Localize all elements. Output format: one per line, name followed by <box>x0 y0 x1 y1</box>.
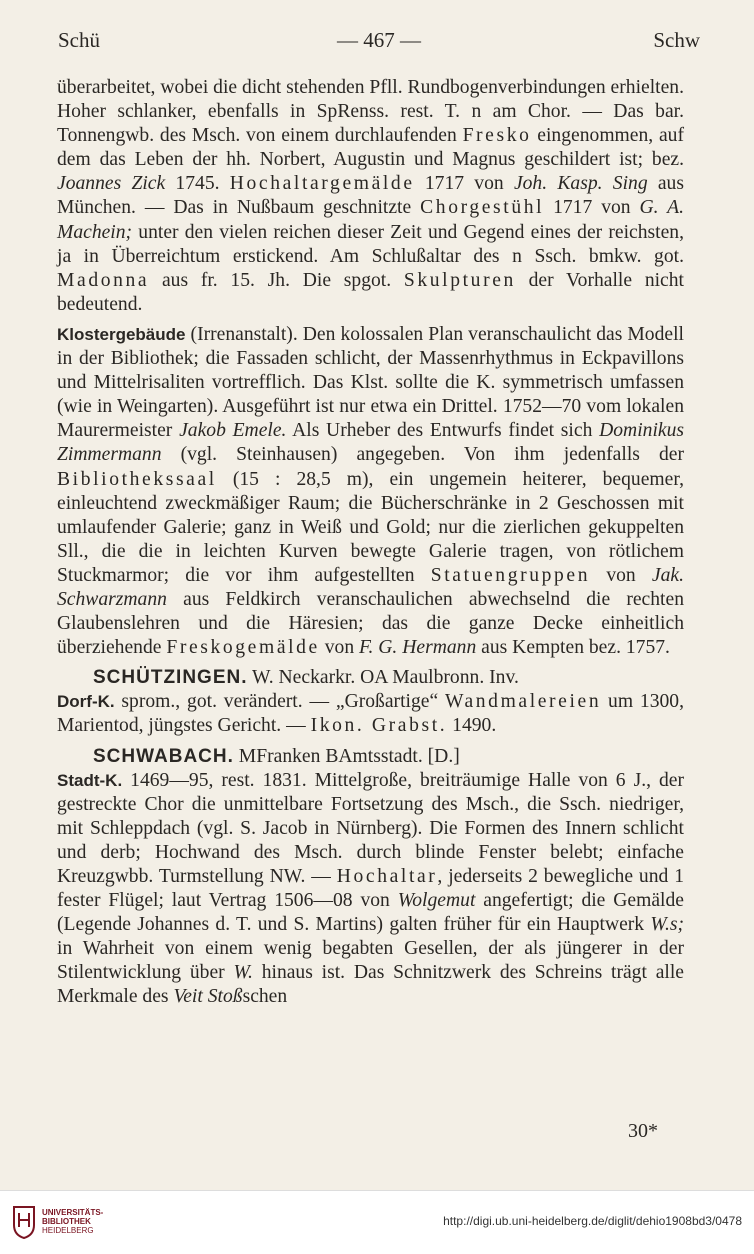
paragraph-1: überarbeitet, wobei die dicht stehenden Pfll. Rundbogenverbindungen erhielten. Hoher schlanker, ebenfalls in SpRenss. rest. T. n am Chor. — Das bar. Tonnengwb. des Msch. von einem durchlaufenden Fresko eingenommen, auf dem das Leben der hh. Norbert, Augustin und Magnus geschildert ist; bez. Joannes Zick 1745. Hochaltargemälde 1717 von Joh. Kasp. Sing aus München. — Das in Nußbaum geschnitzte Chorgestühl 1717 von G. A. Machein; unter den vielen reichen dieser Zeit und Gegend eines der reichsten, ja in Überreichtum erstickend. Am Schlußaltar des n Ssch. bmkw. got. Madonna aus fr. 15. Jh. Die spgot. Skulpturen der Vorhalle nicht bedeutend. <box>57 77 684 315</box>
place-title: SCHWABACH. <box>93 745 234 767</box>
page-number: — 467 — <box>337 28 421 52</box>
printer-signature: 30* <box>628 1120 658 1142</box>
page-header <box>58 28 700 58</box>
entry-head: Dorf-K. <box>57 692 115 712</box>
library-logo-icon <box>10 1205 38 1239</box>
paragraph-4: Stadt-K. 1469—95, rest. 1831. Mittelgroße, breiträumige Halle von 6 J., der gestreckte Chor die unmittelbare Fortsetzung des Msch., die Ssch. niedriger, mit Schleppdach (vgl. S. Jacob in Nürnberg). Die Formen des Innern schlicht und derb; Hochwand des Msch. durch blinde Fenster belebt; einfache Kreuzgwbb. Turmstellung NW. — Hochaltar, jederseits 2 bewegliche und 1 fester Flügel; laut Vertrag 1506—08 von Wolgemut angefertigt; die Gemälde (Legende Johannes d. T. und S. Martins) galten früher für ein Hauptwerk W.s; in Wahrheit von einem wenig begabten Gesellen, der als jüngerer in der Stilentwicklung über W. hinaus ist. Das Schnitzwerk des Schreins trägt alle Merkmale des Veit Stoßschen <box>57 769 684 1008</box>
entry-head: Klostergebäude <box>57 324 186 344</box>
paragraph-3: Dorf-K. sprom., got. verändert. — „Großartige“ Wandmalereien um 1300, Marientod, jüngstes Gericht. — Ikon. Grabst. 1490. <box>57 691 684 737</box>
body-text <box>57 76 684 1010</box>
section-heading-schuetzingen: SCHÜTZINGEN. W. Neckarkr. OA Maulbronn. Inv. <box>93 667 519 689</box>
place-title: SCHÜTZINGEN. <box>93 667 248 689</box>
viewer-footer <box>0 1190 754 1254</box>
header-right: Schw <box>653 28 700 52</box>
section-heading-schwabach: SCHWABACH. MFranken BAmtsstadt. [D.] <box>93 745 460 767</box>
header-left: Schü <box>58 28 100 52</box>
permalink-url[interactable]: http://digi.ub.uni-heidelberg.de/diglit/dehio1908bd3/0478 <box>443 1214 742 1228</box>
entry-head: Stadt-K. <box>57 770 123 790</box>
paragraph-2: Klostergebäude (Irrenanstalt). Den kolossalen Plan veranschaulicht das Modell in der Bibliothek; die Fassaden schlicht, der Massenrhythmus in Eckpavillons und Mittelrisaliten vortrefflich. Das Klst. sollte die K. symmetrisch umfassen (wie in Weingarten). Ausgeführt ist nur etwa ein Drittel. 1752—70 vom lokalen Maurermeister Jakob Emele. Als Urheber des Entwurfs findet sich Dominikus Zimmermann (vgl. Steinhausen) angegeben. Von ihm jedenfalls der Bibliothekssaal (15 : 28,5 m), ein ungemein heiterer, bequemer, einleuchtend zweckmäßiger Raum; die Bücherschränke in 2 Geschossen mit umlaufender Galerie; ganz in Weiß und Gold; nur die zierlichen gekuppelten Sll., die die in leichten Kurven bewegte Galerie tragen, von rötlichem Stuckmarmor; die vor ihm aufgestellten Statuengruppen von Jak. Schwarzmann aus Feldkirch veranschaulichen abwechselnd die rechten Glaubenslehren und die Häresien; das die ganze Decke einheitlich überziehende Freskogemälde von F. G. Hermann aus Kempten bez. 1757. <box>57 323 685 659</box>
library-name: UNIVERSITÄTS- BIBLIOTHEK HEIDELBERG <box>42 1208 104 1235</box>
